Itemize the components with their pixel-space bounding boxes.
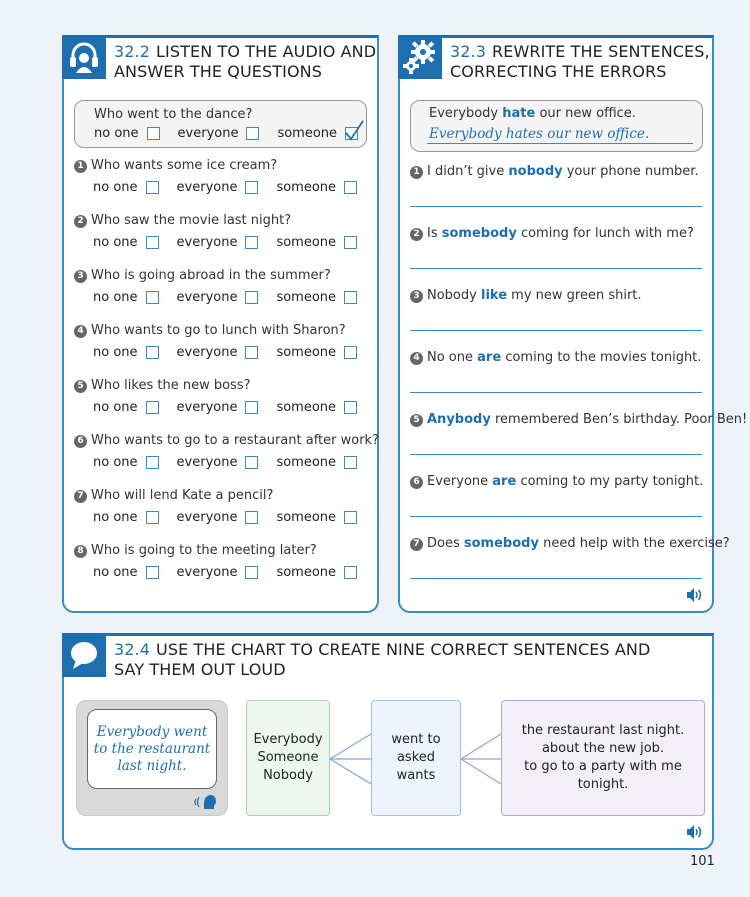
exercise-32-3-title: 32.3 REWRITE THE SENTENCES, CORRECTING THE ERRORS — [450, 42, 710, 81]
checkbox-everyone[interactable] — [245, 236, 258, 249]
checkbox-everyone[interactable] — [245, 181, 258, 194]
answer-options: no one everyone someone — [93, 400, 375, 415]
chart-column-subjects: Everybody Someone Nobody — [246, 700, 330, 816]
example-box — [74, 100, 367, 148]
example-speech-frame — [76, 700, 228, 816]
sentence-text: 7 Does somebody need help with the exercise? — [410, 536, 730, 551]
sentence-text: 3 Nobody like my new green shirt. — [410, 288, 642, 303]
exercise-32-2-title: 32.2 LISTEN TO THE AUDIO AND ANSWER THE QUESTIONS — [114, 42, 377, 81]
sentence-number: 1 — [410, 166, 423, 179]
question-number: 3 — [74, 270, 87, 283]
checkbox-someone[interactable] — [344, 346, 357, 359]
checkbox-everyone[interactable] — [245, 511, 258, 524]
checkbox-someone[interactable] — [344, 456, 357, 469]
example-speech-bubble — [87, 709, 217, 789]
question-number: 4 — [74, 325, 87, 338]
checkbox-no-one[interactable] — [146, 291, 159, 304]
checkbox-someone[interactable] — [344, 401, 357, 414]
answer-options: no one everyone someone — [93, 345, 375, 360]
checkbox-everyone[interactable] — [245, 291, 258, 304]
checkbox-no-one[interactable] — [146, 401, 159, 414]
checkbox-everyone[interactable] — [245, 566, 258, 579]
checkbox-no-one[interactable] — [146, 346, 159, 359]
answer-options: no one everyone someone — [93, 290, 375, 305]
example-sentence: Everybody went to the restaurant last night. — [93, 723, 211, 774]
headphones-icon — [62, 35, 106, 79]
example-box — [410, 100, 703, 152]
checkbox-everyone[interactable] — [245, 456, 258, 469]
exercise-number: 32.2 — [114, 42, 151, 61]
sentence-text: 2 Is somebody coming for lunch with me? — [410, 226, 694, 241]
question-text: 1 Who wants some ice cream? — [74, 158, 277, 173]
sentence-number: 2 — [410, 228, 423, 241]
checkbox-someone[interactable] — [344, 181, 357, 194]
question-text: 5 Who likes the new boss? — [74, 378, 251, 393]
example-answer: Everybody hates our new office. — [429, 126, 650, 142]
answer-options: no one everyone someone — [93, 565, 375, 580]
question-text: 3 Who is going abroad in the summer? — [74, 268, 331, 283]
sentence-text: 4 No one are coming to the movies tonight. — [410, 350, 701, 365]
answer-line[interactable] — [410, 268, 702, 269]
exercise-32-3-panel — [398, 35, 748, 613]
check-mark-icon — [344, 119, 364, 141]
example-question: Who went to the dance? — [94, 107, 253, 122]
page-number: 101 — [690, 854, 715, 869]
audio-speaker-icon[interactable] — [686, 824, 704, 840]
question-text: 6 Who wants to go to a restaurant after work? — [74, 433, 379, 448]
question-number: 8 — [74, 545, 87, 558]
checkbox-no-one[interactable] — [146, 566, 159, 579]
checkbox-someone-checked[interactable] — [345, 127, 358, 140]
checkbox-everyone[interactable] — [245, 346, 258, 359]
answer-line[interactable] — [410, 330, 702, 331]
connector-lines — [330, 728, 372, 790]
sentence-number: 5 — [410, 414, 423, 427]
connector-lines — [461, 728, 502, 790]
answer-line — [427, 143, 693, 144]
answer-line[interactable] — [410, 454, 702, 455]
checkbox-no-one[interactable] — [146, 236, 159, 249]
question-text: 7 Who will lend Kate a pencil? — [74, 488, 273, 503]
question-number: 1 — [74, 160, 87, 173]
sentence-text: 6 Everyone are coming to my party tonight. — [410, 474, 703, 489]
sentence-number: 3 — [410, 290, 423, 303]
speech-bubble-icon — [62, 633, 106, 677]
sentence-number: 6 — [410, 476, 423, 489]
sentence-number: 4 — [410, 352, 423, 365]
speaking-head-icon — [193, 793, 217, 811]
checkbox-someone[interactable] — [344, 566, 357, 579]
answer-options: no one everyone someone — [93, 235, 375, 250]
question-text: 2 Who saw the movie last night? — [74, 213, 291, 228]
answer-options: no one everyone someone — [93, 510, 375, 525]
sentence-text: 1 I didn’t give nobody your phone number. — [410, 164, 699, 179]
chart-column-endings: the restaurant last night. about the new job. to go to a party with me tonight. — [501, 700, 705, 816]
exercise-32-4-title: 32.4 USE THE CHART TO CREATE NINE CORRECT SENTENCES AND SAY THEM OUT LOUD — [114, 640, 651, 679]
checkbox-no-one[interactable] — [147, 127, 160, 140]
question-number: 2 — [74, 215, 87, 228]
answer-line[interactable] — [410, 392, 702, 393]
exercise-32-2-panel — [62, 35, 379, 613]
checkbox-no-one[interactable] — [146, 456, 159, 469]
question-number: 7 — [74, 490, 87, 503]
sentence-text: 5 Anybody remembered Ben’s birthday. Poor Ben! — [410, 412, 747, 427]
question-number: 6 — [74, 435, 87, 448]
answer-line[interactable] — [410, 516, 702, 517]
question-number: 5 — [74, 380, 87, 393]
checkbox-no-one[interactable] — [146, 181, 159, 194]
checkbox-no-one[interactable] — [146, 511, 159, 524]
audio-speaker-icon[interactable] — [686, 587, 704, 603]
checkbox-everyone[interactable] — [245, 401, 258, 414]
answer-line[interactable] — [410, 206, 702, 207]
example-sentence: Everybody hate our new office. — [429, 106, 636, 121]
answer-options: no one everyone someone — [93, 455, 375, 470]
example-options: no one everyone someone — [94, 126, 376, 141]
checkbox-someone[interactable] — [344, 511, 357, 524]
checkbox-someone[interactable] — [344, 236, 357, 249]
question-text: 4 Who wants to go to lunch with Sharon? — [74, 323, 346, 338]
exercise-32-4-panel — [62, 633, 714, 850]
checkbox-everyone[interactable] — [246, 127, 259, 140]
chart-column-verbs: went to asked wants — [371, 700, 461, 816]
checkbox-someone[interactable] — [344, 291, 357, 304]
answer-line[interactable] — [410, 578, 702, 579]
answer-options: no one everyone someone — [93, 180, 375, 195]
question-text: 8 Who is going to the meeting later? — [74, 543, 317, 558]
sentence-number: 7 — [410, 538, 423, 551]
gears-icon — [398, 35, 442, 79]
